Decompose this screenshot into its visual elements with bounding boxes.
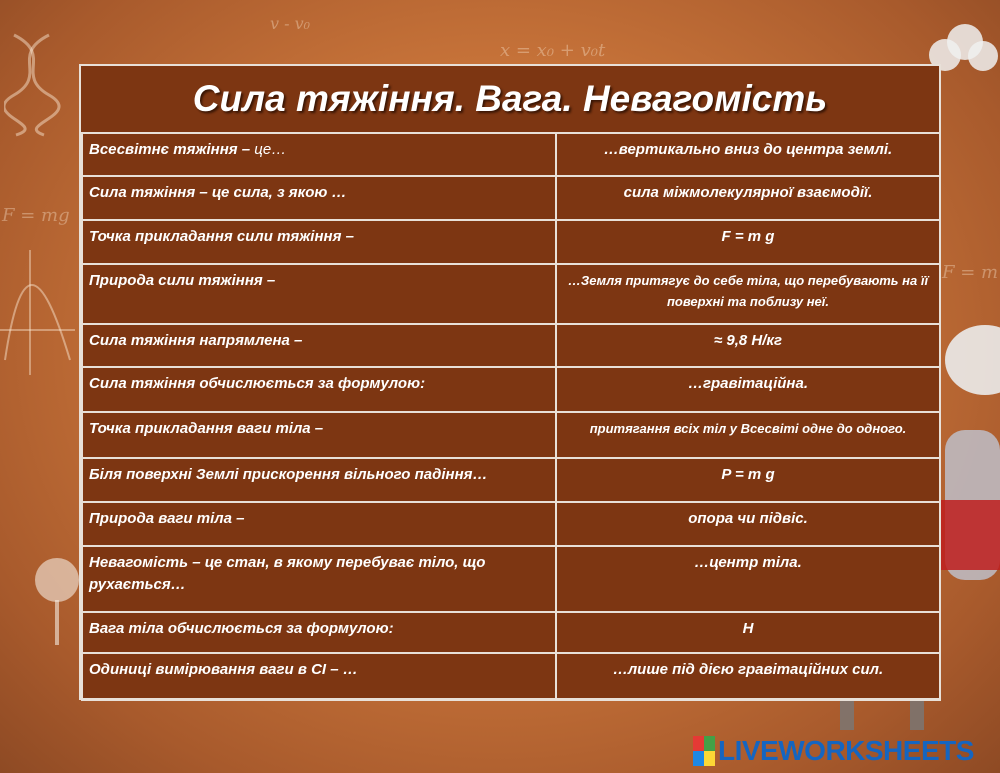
question-cell <box>82 612 556 653</box>
answer-cell[interactable]: P = m g <box>556 458 940 502</box>
answer-cell[interactable]: Н <box>556 612 940 653</box>
liveworksheets-brand[interactable] <box>693 734 974 768</box>
question-text: Точка прикладання сили тяжіння – <box>89 228 354 245</box>
answer-cell[interactable]: …центр тіла. <box>556 546 940 612</box>
question-cell <box>82 412 556 458</box>
question-text: Природа ваги тіла – <box>89 510 245 527</box>
question-text: Одиниці вимірювання ваги в СІ – … <box>89 661 358 678</box>
brand-text: LIVEWORKSHEETS <box>718 735 974 766</box>
answer-cell[interactable]: сила міжмолекулярної взаємодії. <box>556 176 940 220</box>
table-row <box>82 176 940 220</box>
question-cell <box>82 546 556 612</box>
question-text: Точка прикладання ваги тіла – <box>89 420 324 437</box>
table-row <box>82 367 940 412</box>
answer-cell[interactable]: опора чи підвіс. <box>556 502 940 546</box>
question-cell <box>82 653 556 700</box>
table-row <box>82 546 940 612</box>
answer-cell[interactable]: …Земля притягує до себе тіла, що перебувають на її поверхні та поблизу неї. <box>556 264 940 324</box>
graph-doodle-icon <box>0 250 75 380</box>
answer-cell[interactable]: …гравітаційна. <box>556 367 940 412</box>
table-row <box>82 220 940 264</box>
answer-cell[interactable]: …лише під дією гравітаційних сил. <box>556 653 940 700</box>
table-row <box>82 612 940 653</box>
page-title: Сила тяжіння. Вага. Невагомість <box>81 66 939 134</box>
character-doodle-icon <box>940 320 1000 650</box>
background-formula-top2: v - v₀ <box>270 14 311 33</box>
background-formula-right: F = m <box>942 262 999 283</box>
answer-cell[interactable]: ≈ 9,8 Н/кг <box>556 324 940 367</box>
background-formula-left: F = mg <box>2 205 70 226</box>
worksheet-board <box>79 64 941 700</box>
table-row <box>82 458 940 502</box>
question-cell <box>82 367 556 412</box>
table-row <box>82 412 940 458</box>
question-text: Сила тяжіння напрямлена – <box>89 332 303 349</box>
question-cell <box>82 502 556 546</box>
tree-doodle-icon <box>30 555 85 645</box>
question-cell <box>82 176 556 220</box>
question-text: Сила тяжіння обчислюється за формулою: <box>89 375 426 392</box>
question-text: Невагомість – це стан, в якому перебуває тіло, що рухається… <box>89 554 486 593</box>
question-text: Біля поверхні Землі прискорення вільного падіння… <box>89 466 488 483</box>
answer-cell[interactable]: F = m g <box>556 220 940 264</box>
question-cell <box>82 324 556 367</box>
table-row <box>82 324 940 367</box>
question-text-continuation: це… <box>250 141 287 158</box>
table-row <box>82 264 940 324</box>
question-text: Природа сили тяжіння – <box>89 272 276 289</box>
background-formula-top: x = x₀ + v₀t <box>500 40 606 61</box>
question-cell <box>82 133 556 176</box>
question-text: Всесвітнє тяжіння – <box>89 141 251 158</box>
table-row <box>82 502 940 546</box>
table-row <box>82 133 940 176</box>
answer-cell[interactable]: …вертикально вниз до центра землі. <box>556 133 940 176</box>
question-cell <box>82 220 556 264</box>
dna-doodle-icon <box>4 30 64 140</box>
question-text: Сила тяжіння – це сила, з якою … <box>89 184 347 201</box>
question-cell <box>82 458 556 502</box>
question-cell <box>82 264 556 324</box>
matching-table <box>81 132 941 701</box>
liveworksheets-logo-icon <box>693 736 715 766</box>
table-row <box>82 653 940 700</box>
question-text: Вага тіла обчислюється за формулою: <box>89 620 394 637</box>
answer-cell[interactable]: притягання всіх тіл у Всесвіті одне до одного. <box>556 412 940 458</box>
